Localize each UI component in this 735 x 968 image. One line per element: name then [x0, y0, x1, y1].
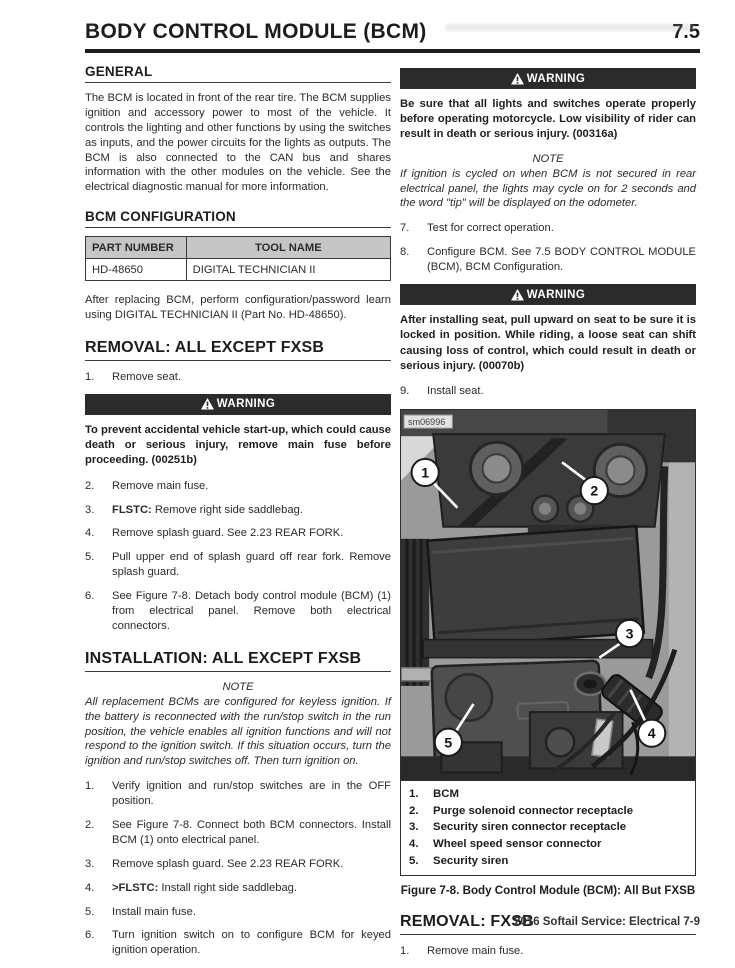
- note-label: NOTE: [222, 680, 254, 693]
- general-paragraph: The BCM is located in front of the rear tire. The BCM supplies ignition and accessory power to most of the vehicle. It controls the lighting and other functions by using the switches as inputs, and the power circuits for the lights as outputs. The BCM is also connected to the CAN bus and shares information with the other modules on the vehicle. See the electrical diagnostic manual for more information.: [85, 92, 391, 194]
- callout-3: [616, 620, 643, 647]
- install-step-4: 4. >FLSTC: Install right side saddlebag.: [85, 881, 297, 894]
- warning-banner-fuse: [85, 394, 391, 415]
- heading-bcm-configuration: BCM CONFIGURATION: [85, 209, 391, 228]
- warning-text-seat: After installing seat, pull upward on seat to be sure it is locked in position. While riding, a loose seat can shift causing loss of control, which could result in death or serious injury. (00070b): [400, 314, 696, 372]
- page-title: BODY CONTROL MODULE (BCM): [85, 20, 427, 43]
- warning-banner-seat: [400, 284, 696, 305]
- svg-text:4: 4: [647, 725, 656, 742]
- step-8: 8. Configure BCM. See 7.5 BODY CONTROL MODULE (BCM), BCM Configuration.: [400, 246, 696, 274]
- heading-installation-all-except-fxsb: INSTALLATION: ALL EXCEPT FXSB: [85, 650, 391, 672]
- right-column: [400, 62, 696, 968]
- figure-legend: [401, 780, 695, 875]
- heading-removal-fxsb: REMOVAL: FXSB: [400, 913, 696, 935]
- removal-step-2: 2. Remove main fuse.: [85, 479, 209, 492]
- bcm-configuration-table: [85, 236, 391, 281]
- print-bleedthrough-artifact: [445, 24, 695, 31]
- heading-removal-all-except-fxsb: REMOVAL: ALL EXCEPT FXSB: [85, 339, 391, 361]
- warning-text-fuse: To prevent accidental vehicle start-up, which could cause death or serious injury, remove main fuse before proceeding. (00251b): [85, 423, 391, 467]
- removal-step-3: 3. FLSTC: Remove right side saddlebag.: [85, 503, 303, 516]
- callout-4: [638, 719, 665, 746]
- removal-step-1: 1. Remove seat.: [85, 371, 182, 384]
- legend-item-2: 2. Purge solenoid connector receptacle: [409, 804, 634, 817]
- install-step-1: 1. Verify ignition and run/stop switches are in the OFF position.: [85, 780, 391, 808]
- install-step-6: 6. Turn ignition switch on to configure BCM for keyed ignition operation.: [85, 929, 391, 957]
- step-9: 9. Install seat.: [400, 384, 484, 397]
- install-step-5: 5. Install main fuse.: [85, 905, 196, 918]
- col-header-tool-name: TOOL NAME: [186, 237, 390, 259]
- warning-triangle-icon: [511, 289, 524, 301]
- warning-triangle-icon: [201, 398, 214, 410]
- left-column: [85, 62, 391, 967]
- photo-id-tag: sm06996: [408, 416, 446, 427]
- legend-item-3: 3. Security siren connector receptacle: [409, 821, 627, 834]
- col-header-part-number: PART NUMBER: [86, 237, 187, 259]
- step-7: 7. Test for correct operation.: [400, 222, 554, 235]
- fxsb-step-1: 1. Remove main fuse.: [400, 945, 524, 958]
- page-footer: 2016 Softail Service: Electrical 7-9: [513, 916, 700, 928]
- legend-item-1: 1. BCM: [409, 788, 459, 801]
- note-label: NOTE: [532, 152, 564, 165]
- warning-label: WARNING: [216, 398, 276, 411]
- cell-tool-name: DIGITAL TECHNICIAN II: [186, 259, 390, 281]
- callout-5: [435, 729, 462, 756]
- removal-step-5: 5. Pull upper end of splash guard off rear fork. Remove splash guard.: [85, 551, 391, 579]
- svg-text:1: 1: [421, 464, 430, 481]
- warning-label: WARNING: [526, 288, 586, 301]
- install-step-3: 3. Remove splash guard. See 2.23 REAR FORK.: [85, 857, 344, 870]
- page-header: [85, 20, 700, 53]
- removal-step-6: 6. See Figure 7-8. Detach body control module (BCM) (1) from electrical panel. Remove both electrical connectors.: [85, 590, 391, 632]
- svg-text:2: 2: [590, 482, 599, 499]
- figure-7-8: [400, 409, 696, 876]
- svg-text:5: 5: [444, 734, 453, 751]
- header-rule: [85, 49, 700, 53]
- legend-item-5: 5. Security siren: [409, 854, 509, 867]
- installation-note: All replacement BCMs are configured for keyless ignition. If the battery is reconnected with the run/stop switch in the run position, the vehicle enables all ignition functions and will not respond to the ignition switch. If this situation occurs, turn the ignition and run/stop switches off. Then turn ignition on.: [85, 695, 391, 768]
- heading-general: GENERAL: [85, 64, 391, 83]
- configuration-note: After replacing BCM, perform configuration/password learn using DIGITAL TECHNICIAN II (Part No. HD-48650).: [85, 294, 391, 322]
- svg-text:3: 3: [625, 625, 634, 642]
- warning-label: WARNING: [526, 72, 586, 85]
- section-number: 7.5: [672, 21, 700, 43]
- warning-text-lights: Be sure that all lights and switches operate properly before operating motorcycle. Low visibility of rider can result in death or serious injury. (00316a): [400, 98, 696, 141]
- legend-item-4: 4. Wheel speed sensor connector: [409, 837, 602, 850]
- callout-2: [581, 477, 608, 504]
- removal-step-4: 4. Remove splash guard. See 2.23 REAR FORK.: [85, 527, 344, 540]
- bcm-photo: [401, 410, 695, 781]
- table-header-row: [86, 237, 391, 259]
- table-row: [86, 259, 391, 281]
- figure-caption: Figure 7-8. Body Control Module (BCM): All But FXSB: [400, 884, 696, 898]
- ignition-note: If ignition is cycled on when BCM is not secured in rear electrical panel, the lights may cycle on for 2 seconds and the word "tip" will be displayed on the odometer.: [400, 167, 696, 210]
- install-step-2: 2. See Figure 7-8. Connect both BCM connectors. Install BCM (1) onto electrical panel.: [85, 818, 391, 846]
- cell-part-number: HD-48650: [86, 259, 187, 281]
- warning-banner-lights: [400, 68, 696, 89]
- callout-1: [412, 459, 439, 486]
- warning-triangle-icon: [511, 73, 524, 85]
